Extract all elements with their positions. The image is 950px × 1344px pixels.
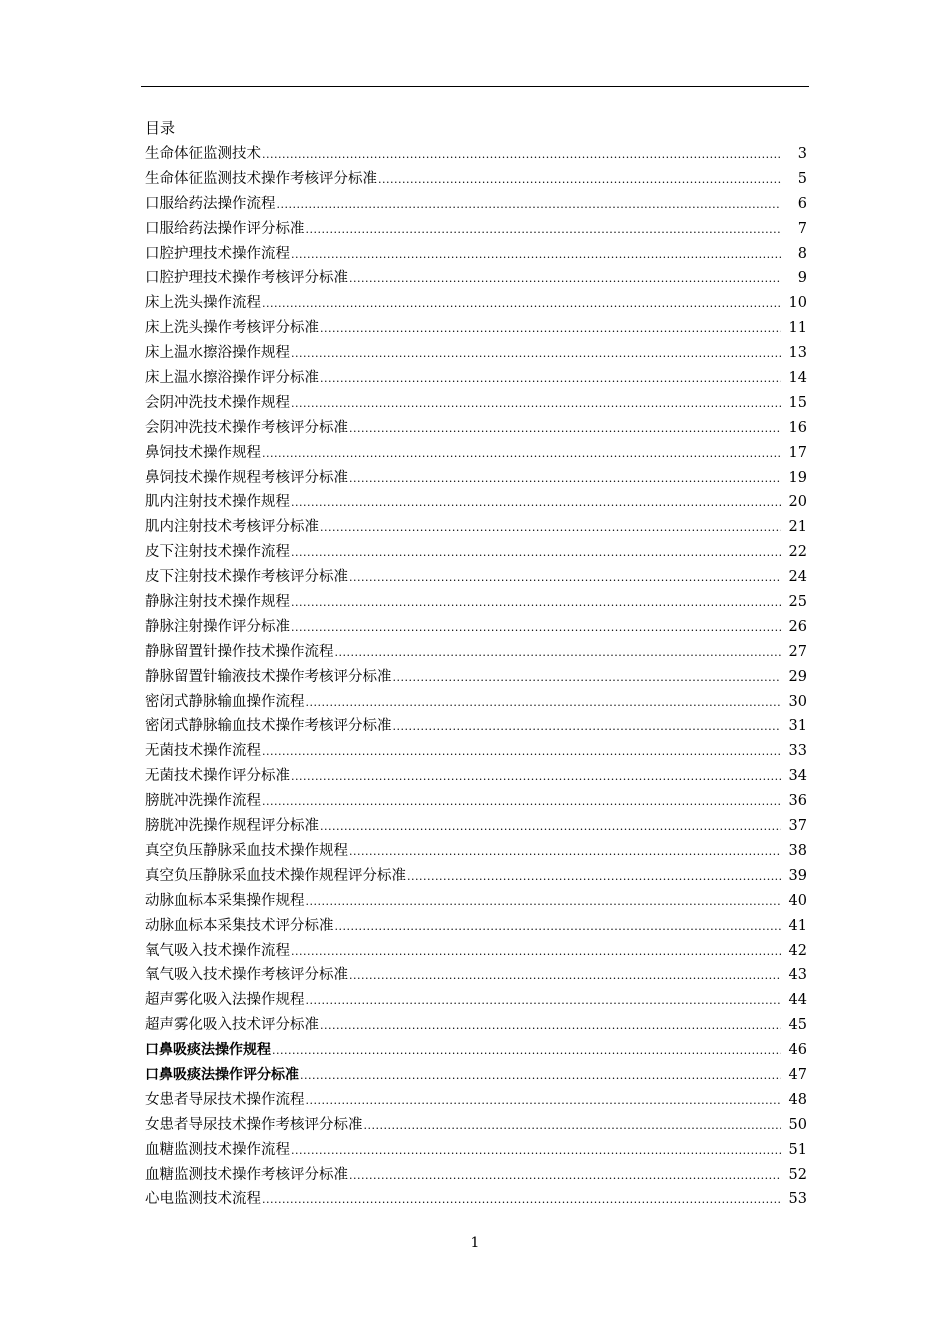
toc-entry[interactable]: [145, 366, 807, 391]
toc-entry-label: 生命体征监测技术操作考核评分标准: [145, 170, 377, 187]
toc-dot-leader: [277, 193, 782, 218]
toc-entry[interactable]: [145, 640, 807, 665]
toc-entry-label: 超声雾化吸入法操作规程: [145, 992, 305, 1009]
toc-entry-page: 10: [788, 295, 807, 312]
toc-dot-leader: [349, 1164, 781, 1189]
toc-dot-leader: [306, 890, 782, 915]
toc-entry-label: 床上温水擦浴操作规程: [145, 345, 290, 362]
toc-dot-leader: [262, 740, 781, 765]
toc-entry[interactable]: [145, 217, 807, 242]
toc-entry[interactable]: [145, 665, 807, 690]
toc-entry-page: 42: [788, 942, 807, 959]
toc-entry[interactable]: [145, 1088, 807, 1113]
toc-entry-page: 31: [788, 718, 807, 735]
toc-entry[interactable]: [145, 889, 807, 914]
toc-entry-page: 11: [788, 320, 807, 337]
toc-entry-label: 真空负压静脉采血技术操作规程: [145, 842, 348, 859]
toc-entry-page: 38: [788, 842, 807, 859]
toc-entry[interactable]: [145, 789, 807, 814]
toc-entry-page: 19: [788, 469, 807, 486]
toc-entry-page: 33: [788, 743, 807, 760]
toc-entry-label: 动脉血标本采集技术评分标准: [145, 917, 334, 934]
toc-dot-leader: [262, 292, 781, 317]
toc-entry[interactable]: [145, 192, 807, 217]
toc-entry-page: 43: [788, 967, 807, 984]
toc-dot-leader: [306, 1089, 782, 1114]
toc-entry-label: 真空负压静脉采血技术操作规程评分标准: [145, 867, 406, 884]
toc-entry[interactable]: [145, 590, 807, 615]
toc-dot-leader: [349, 566, 781, 591]
toc-entry[interactable]: [145, 1013, 807, 1038]
toc-entry-label: 床上洗头操作流程: [145, 295, 261, 312]
toc-dot-leader: [291, 765, 781, 790]
toc-entry-page: 14: [788, 370, 807, 387]
toc-entry-page: 5: [797, 170, 807, 187]
toc-entry-label: 会阴冲洗技术操作考核评分标准: [145, 419, 348, 436]
toc-dot-leader: [291, 491, 781, 516]
toc-entry-label: 女患者导尿技术操作流程: [145, 1091, 305, 1108]
toc-entry-page: 51: [788, 1141, 807, 1158]
toc-dot-leader: [349, 267, 781, 292]
toc-entry-label: 肌内注射技术操作规程: [145, 494, 290, 511]
toc-entry-label: 肌内注射技术考核评分标准: [145, 519, 319, 536]
toc-dot-leader: [291, 940, 781, 965]
toc-dot-leader: [291, 541, 781, 566]
toc-entry-label: 动脉血标本采集操作规程: [145, 892, 305, 909]
toc-entry-label: 心电监测技术流程: [145, 1191, 261, 1208]
table-of-contents: [145, 142, 807, 1212]
toc-entry-page: 48: [788, 1091, 807, 1108]
toc-dot-leader: [291, 591, 781, 616]
toc-entry-page: 7: [797, 220, 807, 237]
toc-dot-leader: [291, 243, 781, 268]
toc-entry[interactable]: [145, 416, 807, 441]
toc-entry-label: 静脉注射操作评分标准: [145, 618, 290, 635]
toc-entry-label: 口鼻吸痰法操作评分标准: [145, 1066, 299, 1083]
toc-entry[interactable]: [145, 988, 807, 1013]
toc-entry-page: 46: [788, 1042, 807, 1059]
toc-entry-label: 床上温水擦浴操作评分标准: [145, 370, 319, 387]
toc-entry-label: 氧气吸入技术操作考核评分标准: [145, 967, 348, 984]
toc-entry-page: 52: [788, 1166, 807, 1183]
toc-entry-page: 27: [788, 643, 807, 660]
toc-entry-label: 血糖监测技术操作考核评分标准: [145, 1166, 348, 1183]
toc-entry-label: 口服给药法操作评分标准: [145, 220, 305, 237]
toc-entry-label: 密闭式静脉输血操作流程: [145, 693, 305, 710]
toc-entry-page: 26: [788, 618, 807, 635]
toc-entry[interactable]: [145, 839, 807, 864]
toc-entry-label: 皮下注射技术操作流程: [145, 544, 290, 561]
toc-dot-leader: [349, 467, 781, 492]
toc-entry-label: 静脉留置针操作技术操作流程: [145, 643, 334, 660]
toc-entry-page: 45: [788, 1017, 807, 1034]
toc-entry-page: 30: [788, 693, 807, 710]
toc-entry-page: 13: [788, 345, 807, 362]
toc-dot-leader: [349, 840, 781, 865]
toc-dot-leader: [262, 1188, 781, 1213]
toc-entry-label: 鼻饲技术操作规程考核评分标准: [145, 469, 348, 486]
toc-entry[interactable]: [145, 1113, 807, 1138]
toc-entry[interactable]: [145, 515, 807, 540]
toc-dot-leader: [335, 641, 782, 666]
toc-entry[interactable]: [145, 914, 807, 939]
toc-entry-page: 50: [788, 1116, 807, 1133]
toc-entry-label: 超声雾化吸入技术评分标准: [145, 1017, 319, 1034]
toc-entry[interactable]: [145, 540, 807, 565]
toc-entry-label: 会阴冲洗技术操作规程: [145, 394, 290, 411]
toc-entry-page: 21: [788, 519, 807, 536]
toc-entry-page: 8: [797, 245, 807, 262]
toc-dot-leader: [262, 442, 781, 467]
toc-entry-label: 口鼻吸痰法操作规程: [145, 1042, 271, 1059]
toc-entry-page: 3: [797, 146, 807, 162]
toc-entry-label: 静脉注射技术操作规程: [145, 594, 290, 611]
toc-dot-leader: [291, 392, 781, 417]
toc-dot-leader: [320, 367, 781, 392]
toc-dot-leader: [335, 915, 782, 940]
toc-entry-label: 血糖监测技术操作流程: [145, 1141, 290, 1158]
toc-entry[interactable]: [145, 615, 807, 640]
toc-entry-page: 17: [788, 444, 807, 461]
toc-entry-page: 34: [788, 768, 807, 785]
toc-entry[interactable]: [145, 466, 807, 491]
toc-entry-label: 氧气吸入技术操作流程: [145, 942, 290, 959]
toc-entry-label: 鼻饲技术操作规程: [145, 444, 261, 461]
toc-entry-page: 37: [788, 818, 807, 835]
toc-entry[interactable]: [145, 690, 807, 715]
toc-entry[interactable]: [145, 864, 807, 889]
toc-dot-leader: [272, 1039, 781, 1064]
toc-entry-page: 16: [788, 419, 807, 436]
toc-dot-leader: [291, 342, 781, 367]
toc-entry[interactable]: [145, 291, 807, 316]
toc-entry-page: 29: [788, 668, 807, 685]
toc-dot-leader: [320, 516, 781, 541]
toc-entry-page: 47: [788, 1066, 807, 1083]
toc-entry[interactable]: [145, 565, 807, 590]
toc-entry[interactable]: [145, 939, 807, 964]
toc-entry-page: 44: [788, 992, 807, 1009]
toc-entry-page: 40: [788, 892, 807, 909]
toc-entry[interactable]: [145, 1187, 807, 1212]
toc-entry[interactable]: [145, 441, 807, 466]
toc-entry-page: 25: [788, 594, 807, 611]
toc-dot-leader: [300, 1064, 781, 1089]
toc-entry-label: 无菌技术操作流程: [145, 743, 261, 760]
toc-dot-leader: [349, 964, 781, 989]
toc-entry[interactable]: [145, 316, 807, 341]
toc-entry-label: 女患者导尿技术操作考核评分标准: [145, 1116, 363, 1133]
toc-entry-page: 6: [797, 195, 807, 212]
toc-entry-page: 24: [788, 569, 807, 586]
toc-dot-leader: [393, 666, 782, 691]
toc-dot-leader: [393, 715, 782, 740]
toc-entry[interactable]: [145, 963, 807, 988]
toc-entry-label: 无菌技术操作评分标准: [145, 768, 290, 785]
toc-entry[interactable]: [145, 1138, 807, 1163]
toc-entry-label: 膀胱冲洗操作规程评分标准: [145, 818, 319, 835]
toc-entry-page: 22: [788, 544, 807, 561]
toc-dot-leader: [349, 417, 781, 442]
toc-dot-leader: [306, 989, 782, 1014]
toc-dot-leader: [291, 616, 781, 641]
toc-entry-page: 15: [788, 394, 807, 411]
toc-entry[interactable]: [145, 242, 807, 267]
toc-entry-label: 口腔护理技术操作流程: [145, 245, 290, 262]
toc-entry-page: 41: [788, 917, 807, 934]
toc-title: 目录: [145, 119, 176, 137]
toc-dot-leader: [320, 815, 781, 840]
toc-dot-leader: [378, 168, 781, 193]
toc-dot-leader: [320, 317, 781, 342]
toc-entry[interactable]: [145, 142, 807, 167]
toc-dot-leader: [407, 865, 781, 890]
toc-entry[interactable]: [145, 266, 807, 291]
page-number: 1: [470, 1235, 480, 1251]
toc-entry-page: 53: [788, 1191, 807, 1208]
toc-dot-leader: [364, 1114, 782, 1139]
toc-entry[interactable]: [145, 490, 807, 515]
toc-entry[interactable]: [145, 167, 807, 192]
toc-entry[interactable]: [145, 764, 807, 789]
toc-entry[interactable]: [145, 1163, 807, 1188]
toc-entry[interactable]: [145, 714, 807, 739]
toc-entry-label: 皮下注射技术操作考核评分标准: [145, 569, 348, 586]
toc-entry-page: 39: [788, 867, 807, 884]
toc-entry-label: 膀胱冲洗操作流程: [145, 793, 261, 810]
toc-dot-leader: [306, 218, 782, 243]
toc-dot-leader: [320, 1014, 781, 1039]
toc-dot-leader: [306, 691, 782, 716]
toc-entry[interactable]: [145, 1063, 807, 1088]
toc-entry[interactable]: [145, 1038, 807, 1063]
toc-dot-leader: [262, 790, 781, 815]
header-rule: [141, 86, 809, 87]
toc-entry[interactable]: [145, 814, 807, 839]
toc-entry[interactable]: [145, 391, 807, 416]
toc-entry[interactable]: [145, 341, 807, 366]
toc-dot-leader: [262, 143, 781, 168]
toc-entry-label: 静脉留置针输液技术操作考核评分标准: [145, 668, 392, 685]
toc-entry[interactable]: [145, 739, 807, 764]
toc-entry-label: 床上洗头操作考核评分标准: [145, 320, 319, 337]
toc-entry-label: 口服给药法操作流程: [145, 195, 276, 212]
toc-entry-label: 口腔护理技术操作考核评分标准: [145, 270, 348, 287]
toc-entry-page: 9: [797, 270, 807, 287]
toc-dot-leader: [291, 1139, 781, 1164]
toc-entry-label: 生命体征监测技术: [145, 146, 261, 162]
toc-entry-label: 密闭式静脉输血技术操作考核评分标准: [145, 718, 392, 735]
toc-entry-page: 20: [788, 494, 807, 511]
toc-entry-page: 36: [788, 793, 807, 810]
